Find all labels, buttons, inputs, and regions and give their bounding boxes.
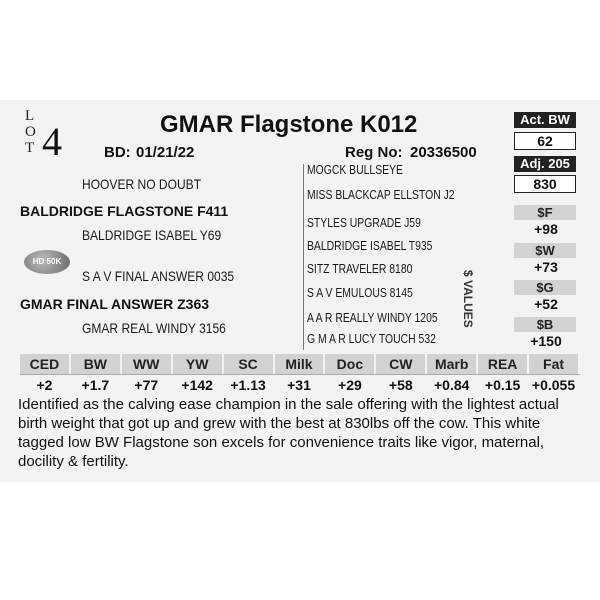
pedigree-right-5: S A V EMULOUS 8145 — [307, 285, 413, 300]
dollar-values-label: $ VALUES — [461, 270, 475, 328]
epd-header-yw: YW — [173, 354, 224, 374]
dollar-g-label: $G — [514, 280, 576, 295]
epd-header-row — [20, 354, 580, 375]
lot-letter-t: T — [25, 140, 35, 156]
epd-header-milk: Milk — [275, 354, 326, 374]
animal-name: GMAR Flagstone K012 — [160, 111, 418, 138]
epd-value-marb: +0.84 — [427, 375, 478, 395]
act-bw-value: 62 — [514, 132, 576, 150]
epd-value-milk: +31 — [275, 375, 326, 395]
sire-dam: BALDRIDGE ISABEL Y69 — [82, 227, 222, 243]
epd-value-cw: +58 — [376, 375, 427, 395]
epd-header-sc: SC — [224, 354, 275, 374]
dam-sire: S A V FINAL ANSWER 0035 — [82, 268, 235, 284]
dollar-g-value: +52 — [534, 296, 558, 312]
lot-number: 4 — [42, 119, 62, 164]
adj-205-label: Adj. 205 — [514, 156, 576, 172]
epd-value-rea: +0.15 — [478, 375, 529, 395]
birth-date: 01/21/22 — [136, 144, 195, 161]
epd-header-ww: WW — [122, 354, 173, 374]
reg-no: 20336500 — [410, 144, 477, 161]
pedigree-right-6: A A R REALLY WINDY 1205 — [307, 310, 438, 325]
sire-sire: HOOVER NO DOUBT — [82, 176, 202, 192]
hd-50k-badge: HD 50K — [24, 250, 70, 274]
pedigree-right-3: BALDRIDGE ISABEL T935 — [307, 238, 433, 253]
dam: GMAR FINAL ANSWER Z363 — [20, 296, 210, 312]
epd-header-cw: CW — [376, 354, 427, 374]
reg-no-label: Reg No: — [345, 144, 403, 161]
dollar-f-value: +98 — [534, 221, 558, 237]
adj-205-value: 830 — [514, 175, 576, 193]
epd-value-row — [20, 375, 580, 395]
pedigree-right-2: STYLES UPGRADE J59 — [307, 215, 421, 230]
epd-value-fat: +0.055 — [529, 375, 580, 395]
epd-header-bw: BW — [71, 354, 122, 374]
epd-header-ced: CED — [20, 354, 71, 374]
dollar-b-value: +150 — [530, 333, 562, 349]
lot-letter-o: O — [25, 124, 36, 140]
epd-header-rea: REA — [478, 354, 529, 374]
lot-description: Identified as the calving ease champion in the sale offering with the lightest actual birth weight that got up and grew with the best at 830lbs off the cow. This white tagged low BW Flagstone son excels for convenience traits like vigor, maternal, docility & fertility. — [18, 396, 559, 470]
epd-value-doc: +29 — [325, 375, 376, 395]
epd-header-fat: Fat — [529, 354, 580, 374]
pedigree-divider — [303, 164, 304, 350]
pedigree-right-1: MISS BLACKCAP ELLSTON J2 — [307, 187, 455, 202]
epd-value-ced: +2 — [20, 375, 71, 395]
pedigree-right-0: MOGCK BULLSEYE — [307, 162, 403, 177]
pedigree-right-7: G M A R LUCY TOUCH 532 — [307, 331, 436, 346]
pedigree-right-4: SITZ TRAVELER 8180 — [307, 261, 413, 276]
epd-value-ww: +77 — [122, 375, 173, 395]
birth-date-label: BD: — [104, 144, 131, 161]
sire: BALDRIDGE FLAGSTONE F411 — [20, 203, 229, 219]
epd-table — [20, 354, 580, 395]
dollar-w-value: +73 — [534, 259, 558, 275]
dam-dam: GMAR REAL WINDY 3156 — [82, 320, 226, 336]
epd-value-bw: +1.7 — [71, 375, 122, 395]
lot-letter-l: L — [25, 108, 35, 124]
act-bw-label: Act. BW — [514, 112, 576, 128]
epd-value-sc: +1.13 — [224, 375, 275, 395]
epd-header-marb: Marb — [427, 354, 478, 374]
dollar-b-label: $B — [514, 317, 576, 332]
epd-value-yw: +142 — [173, 375, 224, 395]
dollar-w-label: $W — [514, 243, 576, 258]
epd-header-doc: Doc — [325, 354, 376, 374]
dollar-f-label: $F — [514, 205, 576, 220]
